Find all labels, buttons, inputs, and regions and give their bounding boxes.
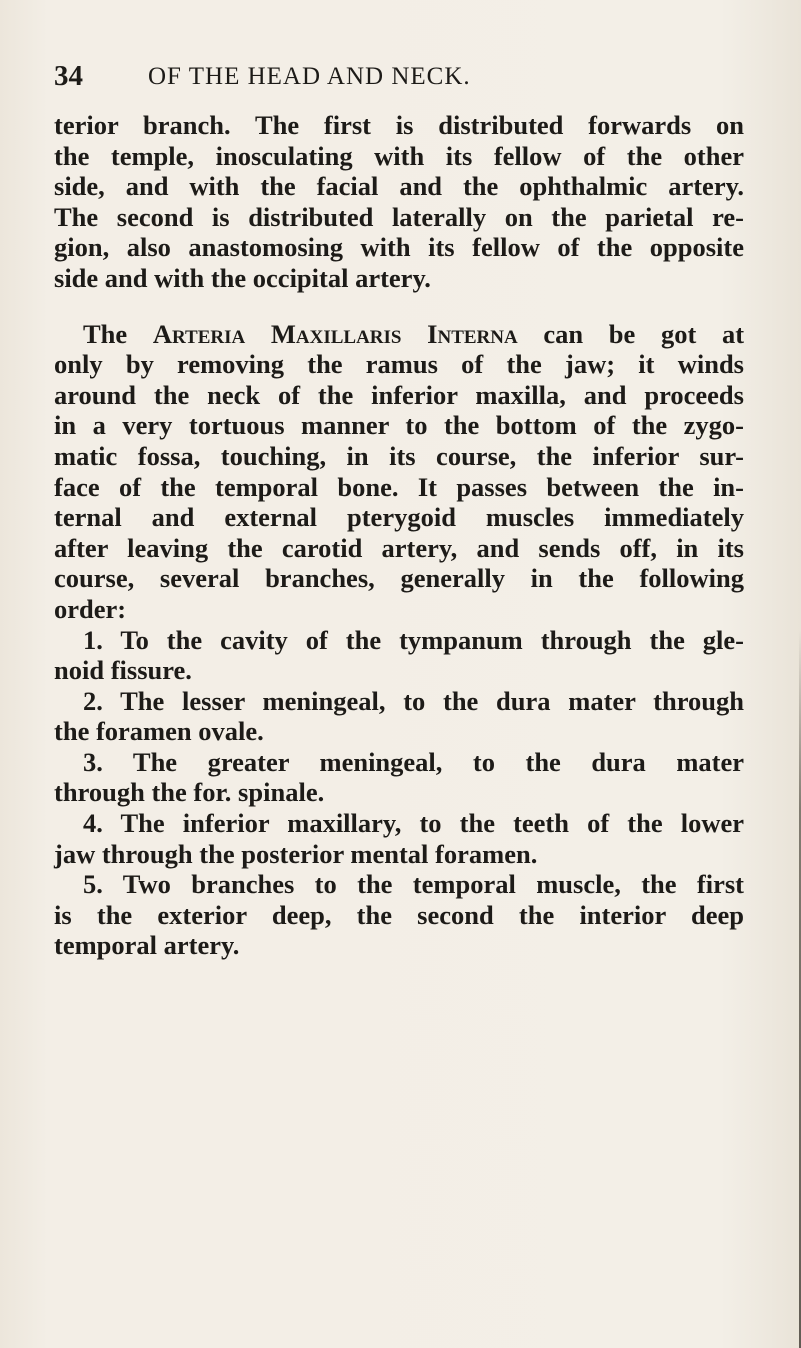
text-line: face of the temporal bone. It passes between the in- [54,471,744,502]
list-item [54,686,744,747]
text-line: terior branch. The first is distributed forwards on [54,110,744,140]
text-line: in a very tortuous manner to the bottom of the zygo- [54,410,744,441]
text-line: noid fissure. [54,655,192,686]
artery-name: Arteria Maxillaris Interna [152,318,518,349]
text-line: 1. To the cavity of the tympanum through the gle- [83,624,744,655]
text-line: side, and with the facial and the ophthalmic artery. [54,171,744,202]
paragraph-2-lead: The [83,318,128,349]
text-line: ternal and external pterygoid muscles immediately [54,502,744,533]
text-line: The second is distributed laterally on the parietal re- [54,201,744,232]
text-line: course, several branches, generally in the following [54,563,744,594]
text-line: gion, also anastomosing with its fellow of the opposite [54,232,744,263]
text-line: the temple, inosculating with its fellow of the other [54,140,744,171]
list-item [54,625,744,686]
list-item [54,747,744,808]
text-line: side and with the occipital artery. [54,262,431,293]
text-line: 4. The inferior maxillary, to the teeth of the lower [83,808,744,839]
text-line: order: [54,593,127,624]
paragraph-2 [54,319,744,625]
text-line: only by removing the ramus of the jaw; it winds [54,349,744,380]
page-number: 34 [54,60,83,92]
text-line: is the exterior deep, the second the interior deep [54,899,744,930]
branch-list [54,625,744,962]
list-item [54,808,744,869]
text-line: through the for. spinale. [54,777,325,808]
text-line: 5. Two branches to the temporal muscle, the first [83,869,744,900]
text-line: temporal artery. [54,930,240,961]
text-line: around the neck of the inferior maxilla, and proceeds [54,379,744,410]
paragraph-1 [54,110,744,294]
text-line: the foramen ovale. [54,716,264,747]
text-line: jaw through the posterior mental foramen. [54,838,538,869]
text-line: matic fossa, touching, in its course, the inferior sur- [54,440,744,471]
running-head: OF THE HEAD AND NECK. [148,63,471,90]
list-item [54,869,744,961]
text-line: after leaving the carotid artery, and sends off, in its [54,532,744,563]
page-header [54,50,754,94]
text-line: 2. The lesser meningeal, to the dura mater through [83,685,744,716]
paragraph-2-lead-rest: can be got at [543,318,745,349]
paragraph-spacer [54,294,744,319]
text-line: 3. The greater meningeal, to the dura mater [83,746,744,777]
body-text [54,110,744,961]
paragraph-2-first-line [54,319,744,350]
